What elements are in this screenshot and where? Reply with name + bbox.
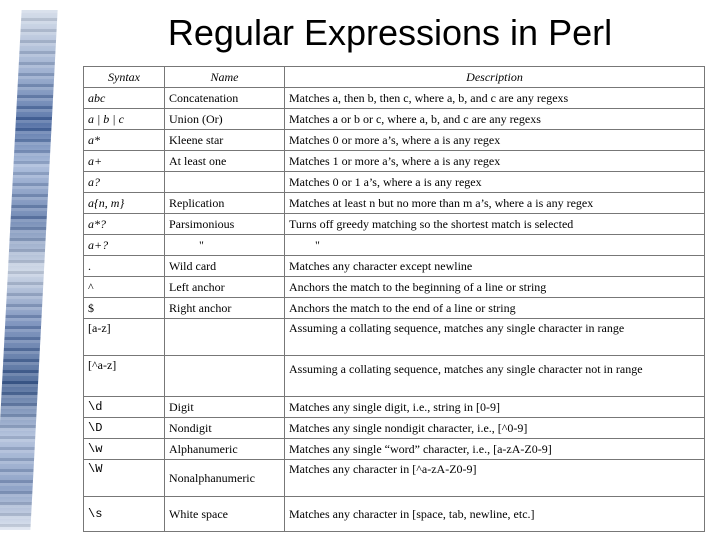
table-row [84,319,705,356]
regex-table [83,66,705,532]
table-row [84,172,705,193]
description-cell: Matches a or b or c, where a, b, and c are any regexs [285,109,705,130]
description-cell: Anchors the match to the beginning of a line or string [285,277,705,298]
name-cell [165,172,285,193]
name-cell: " [165,235,285,256]
name-cell: At least one [165,151,285,172]
table-header-row [84,67,705,88]
table-row [84,356,705,397]
name-cell: Digit [165,397,285,418]
table-row [84,193,705,214]
name-cell [165,356,285,397]
description-cell: Matches 1 or more a’s, where a is any regex [285,151,705,172]
syntax-cell: \W [84,460,165,497]
name-cell: Kleene star [165,130,285,151]
syntax-cell: a*? [84,214,165,235]
table-row [84,497,705,532]
table-row [84,418,705,439]
description-cell: Matches any character in [^a-zA-Z0-9] [285,460,705,497]
description-cell: Matches any single “word” character, i.e., [a-zA-Z0-9] [285,439,705,460]
description-cell: Matches at least n but no more than m a’s, where a is any regex [285,193,705,214]
table-row [84,130,705,151]
header-description: Description [285,67,705,88]
header-syntax: Syntax [84,67,165,88]
syntax-cell: a* [84,130,165,151]
name-cell: Right anchor [165,298,285,319]
name-cell: Wild card [165,256,285,277]
decorative-side-strip [0,10,58,530]
description-cell: " [285,235,705,256]
table-row [84,397,705,418]
description-cell: Assuming a collating sequence, matches any single character not in range [285,356,705,397]
description-cell: Matches any single nondigit character, i.e., [^0-9] [285,418,705,439]
syntax-cell: abc [84,88,165,109]
syntax-cell: a{n, m} [84,193,165,214]
name-cell: Replication [165,193,285,214]
syntax-cell: \w [84,439,165,460]
description-cell: Matches any character except newline [285,256,705,277]
syntax-cell: ^ [84,277,165,298]
syntax-cell: [^a-z] [84,356,165,397]
syntax-cell: \D [84,418,165,439]
syntax-cell: a? [84,172,165,193]
description-cell: Matches 0 or 1 a’s, where a is any regex [285,172,705,193]
table-row [84,214,705,235]
table-row [84,88,705,109]
name-cell: Nondigit [165,418,285,439]
syntax-cell: a+? [84,235,165,256]
name-cell: White space [165,497,285,532]
name-cell [165,319,285,356]
table-row [84,256,705,277]
table-row [84,277,705,298]
description-cell: Turns off greedy matching so the shortest match is selected [285,214,705,235]
table-row [84,298,705,319]
description-cell: Matches 0 or more a’s, where a is any regex [285,130,705,151]
description-cell: Matches any character in [space, tab, newline, etc.] [285,497,705,532]
syntax-cell: \s [84,497,165,532]
table-row [84,235,705,256]
syntax-cell: \d [84,397,165,418]
name-cell: Union (Or) [165,109,285,130]
table-row [84,460,705,497]
syntax-cell: a+ [84,151,165,172]
name-cell: Nonalphanumeric [165,460,285,497]
header-name: Name [165,67,285,88]
description-cell: Anchors the match to the end of a line or string [285,298,705,319]
syntax-cell: [a-z] [84,319,165,356]
name-cell: Parsimonious [165,214,285,235]
table-row [84,109,705,130]
description-cell: Matches any single digit, i.e., string in [0-9] [285,397,705,418]
syntax-cell: $ [84,298,165,319]
name-cell: Concatenation [165,88,285,109]
name-cell: Alphanumeric [165,439,285,460]
description-cell: Assuming a collating sequence, matches any single character in range [285,319,705,356]
syntax-cell: a | b | c [84,109,165,130]
table-row [84,439,705,460]
table-row [84,151,705,172]
page-title: Regular Expressions in Perl [167,12,613,53]
description-cell: Matches a, then b, then c, where a, b, and c are any regexs [285,88,705,109]
name-cell: Left anchor [165,277,285,298]
syntax-cell: . [84,256,165,277]
